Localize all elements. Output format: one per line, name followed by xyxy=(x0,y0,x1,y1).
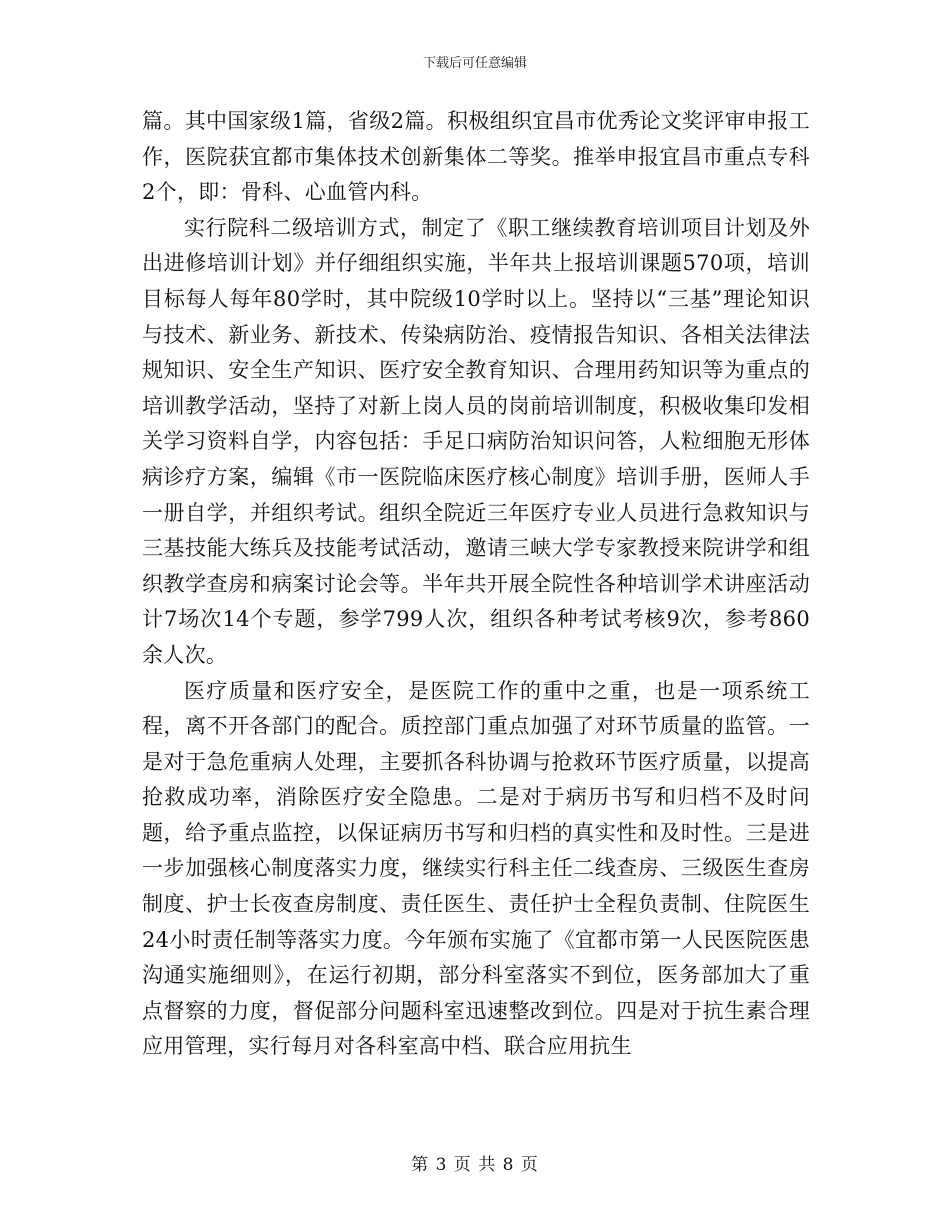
paragraph-2: 实行院科二级培训方式，制定了《职工继续教育培训项目计划及外出进修培训计划》并仔细组织实施，半年共上报培训课题570项，培训目标每人每年80学时，其中院级10学时以上。坚持以“三基”理论知识与技术、新业务、新技术、传染病防治、疫情报告知识、各相关法律法规知识、安全生产知识、医疗安全教育知识、合理用药知识等为重点的培训教学活动，坚持了对新上岗人员的岗前培训制度，积极收集印发相关学习资料自学，内容包括：手足口病防治知识问答，人粒细胞无形体病诊疗方案，编辑《市一医院临床医疗核心制度》培训手册，医师人手一册自学，并组织考试。组织全院近三年医疗专业人员进行急救知识与三基技能大练兵及技能考试活动，邀请三峡大学专家教授来院讲学和组织教学查房和病案讨论会等。半年共开展全院性各种培训学术讲座活动计7场次14个专题，参学799人次，组织各种考试考核9次，参考860余人次。 xyxy=(142,215,810,667)
document-body xyxy=(142,104,810,1065)
page-header: 下载后可任意编辑 xyxy=(422,56,527,71)
paragraph-1: 篇。其中国家级1篇，省级2篇。积极组织宜昌市优秀论文奖评审申报工作，医院获宜都市集体技术创新集体二等奖。推举申报宜昌市重点专科2个，即：骨科、心血管内科。 xyxy=(142,109,810,205)
page-footer: 第 3 页 共 8 页 xyxy=(411,1155,539,1175)
paragraph-3: 医疗质量和医疗安全，是医院工作的重中之重，也是一项系统工程，离不开各部门的配合。质控部门重点加强了对环节质量的监管。一是对于急危重病人处理，主要抓各科协调与抢救环节医疗质量，以提高抢救成功率，消除医疗安全隐患。二是对于病历书写和归档不及时问题，给予重点监控，以保证病历书写和归档的真实性和及时性。三是进一步加强核心制度落实力度，继续实行科主任二线查房、三级医生查房制度、护士长夜查房制度、责任医生、责任护士全程负责制、住院医生24小时责任制等落实力度。今年颁布实施了《宜都市第一人民医院医患沟通实施细则》，在运行初期，部分科室落实不到位，医务部加大了重点督察的力度，督促部分问题科室迅速整改到位。四是对于抗生素合理应用管理，实行每月对各科室高中档、联合应用抗生 xyxy=(142,678,810,1059)
